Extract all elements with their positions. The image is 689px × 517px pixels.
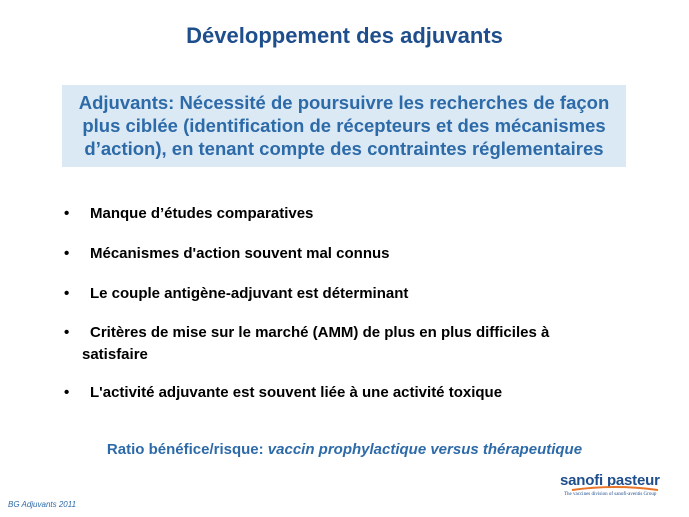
callout-line: Adjuvants: Nécessité de poursuivre les recherches de façon <box>78 92 610 113</box>
logo-tagline: The vaccines division of sanofi-aventis Group <box>564 492 657 497</box>
logo-wordmark: sanofi pasteur <box>560 472 660 489</box>
ratio-emphasis: vaccin prophylactique versus thérapeutique <box>267 441 583 458</box>
bullet-text: Mécanismes d'action souvent mal connus <box>90 245 390 262</box>
bullet-marker: • <box>64 205 70 222</box>
bullet-marker: • <box>64 324 70 341</box>
sanofi-pasteur-logo <box>560 472 682 502</box>
bullet-text: L'activité adjuvante est souvent liée à une activité toxique <box>90 384 503 401</box>
callout-line: d’action), en tenant compte des contraintes réglementaires <box>84 138 604 159</box>
callout-box <box>62 85 626 167</box>
slide-title: Développement des adjuvants <box>186 23 503 48</box>
bullet-text: Critères de mise sur le marché (AMM) de plus en plus difficiles à <box>90 324 550 341</box>
bullet-marker: • <box>64 245 70 262</box>
ratio-statement <box>0 441 689 458</box>
bullet-marker: • <box>64 285 70 302</box>
footer-reference: BG Adjuvants 2011 <box>8 500 77 509</box>
bullet-text: Le couple antigène-adjuvant est déterminant <box>90 285 409 302</box>
bullet-continuation: satisfaire <box>82 346 148 363</box>
ratio-label: Ratio bénéfice/risque: <box>106 441 268 458</box>
callout-line: plus ciblée (identification de récepteurs et des mécanismes <box>82 115 606 136</box>
bullet-marker: • <box>64 384 70 401</box>
bullet-text: Manque d’études comparatives <box>90 205 314 222</box>
